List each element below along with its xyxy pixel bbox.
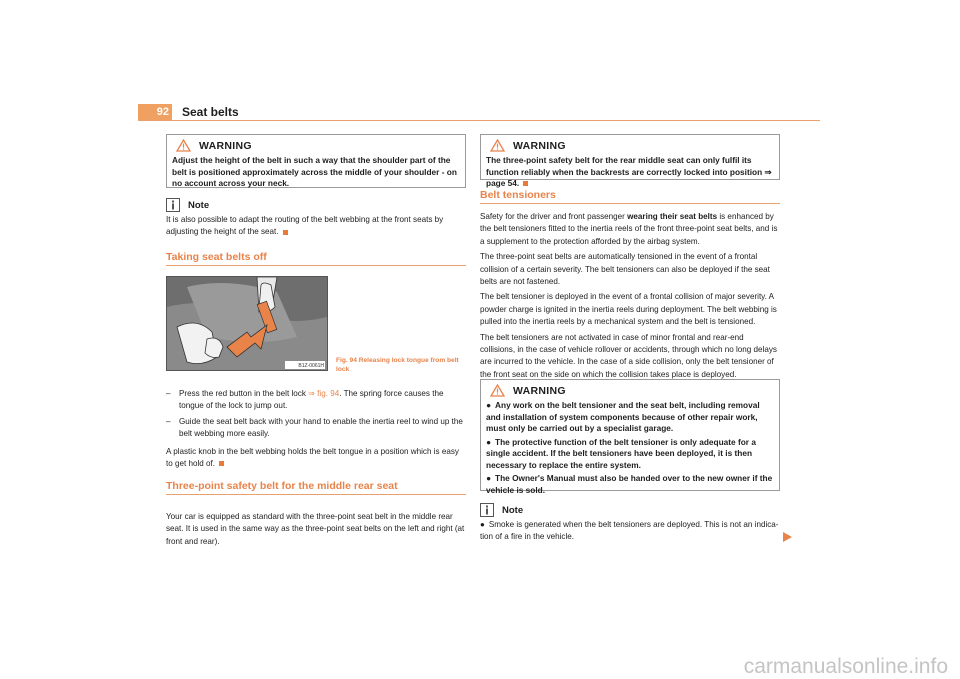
warning-list-item (486, 473, 774, 496)
warning-heading (490, 139, 774, 152)
section-rule (480, 203, 780, 204)
warning-list-item (486, 437, 774, 472)
paragraph-text: A plastic knob in the belt webbing holds the belt tongue in a position which is easy to get hold of. (166, 446, 459, 469)
figure-94-illustration (166, 276, 328, 371)
warning-text: Adjust the height of the belt in such a way that the shoulder part of the belt is positioned approximately across the middle of your shoulder - on no account across your neck. (172, 155, 457, 188)
warning-text (486, 155, 774, 190)
step-text: Guide the seat belt back with your hand to enable the inertia reel to wind up the belt webbing more easily. (179, 416, 463, 439)
bullet-icon: ● (486, 400, 492, 410)
bullet-icon: ● (486, 473, 492, 483)
note-text (480, 519, 780, 544)
note-text-content: Smoke is generated when the belt tensioners are deployed. This is not an indica-tion of a fire in the vehicle. (480, 520, 779, 542)
paragraph (166, 446, 466, 471)
continue-arrow-icon[interactable] (781, 531, 793, 543)
note-title: Note (188, 199, 210, 211)
warning-box (480, 379, 780, 495)
page-number: 92 (138, 104, 172, 121)
note-text (166, 214, 466, 239)
warning-item-text: Any work on the belt tensioner and the seat belt, including removal and installation of system components because of other repair work, must only be carried out by a specialist garage. (486, 400, 760, 433)
warning-box (480, 134, 780, 188)
paragraph-bold-text: wearing their seat belts (627, 212, 718, 221)
paragraph: The belt tensioner is deployed in the event of a frontal collision of major severity. A powder charge is ignited in the inertia reels during deployment. The belt webbing is pulled into the inertia reels by a mechanical system and the belt is tensioned. (480, 292, 777, 327)
note-block (166, 198, 466, 239)
step-text-part: . The spring force causes the tongue of the lock to jump out. (179, 389, 444, 411)
figure-code: B1Z-0061H (298, 363, 324, 369)
bullet-icon: ● (480, 520, 485, 529)
steps-block (166, 388, 466, 470)
watermark: carmanualsonline.info (743, 655, 948, 678)
step-text-part: Press the red button in the belt lock (179, 389, 309, 398)
note-info-icon (166, 198, 180, 212)
note-block (480, 503, 780, 544)
end-of-section-square-icon (283, 230, 288, 235)
belt-tensioners-text (480, 211, 780, 381)
warning-triangle-icon (490, 384, 505, 397)
step-item (166, 416, 466, 441)
warning-list-item (486, 400, 774, 435)
note-info-icon (480, 503, 494, 517)
section-rule (166, 494, 466, 495)
end-of-section-square-icon (523, 181, 528, 186)
note-text-content: It is also possible to adapt the routing of the belt webbing at the front seats by adjusting the height of the seat. (166, 215, 444, 237)
dash-marker: – (166, 416, 171, 426)
bullet-icon: ● (486, 436, 492, 447)
dash-marker: – (166, 389, 171, 398)
warning-box (166, 134, 466, 188)
warning-title: WARNING (513, 384, 566, 397)
paragraph: The three-point seat belts are automatically tensioned in the event of a frontal collision of a certain severity. The belt tensioners can also be deployed if the seat belts are not fastened. (480, 252, 770, 287)
warning-item-text: The Owner's Manual must also be handed over to the new owner if the vehicle is sold. (486, 473, 773, 495)
warning-title: WARNING (513, 139, 566, 152)
belt-lock-drawing (167, 277, 327, 370)
step-text (179, 388, 466, 413)
note-heading (166, 198, 466, 212)
section-heading-belt-tensioners: Belt tensioners (480, 189, 556, 201)
header-rule (138, 120, 820, 121)
warning-text-content: The three-point safety belt for the rear middle seat can only fulfil its function reliably when the backrests are correctly locked into position ⇒ page 54. (486, 155, 772, 188)
section-heading-middle-rear-seat: Three-point safety belt for the middle rear seat (166, 480, 398, 492)
figure-caption: Fig. 94 Releasing lock tongue from belt lock (336, 357, 459, 373)
paragraph (480, 211, 780, 248)
warning-title: WARNING (199, 139, 252, 152)
warning-heading (176, 139, 460, 152)
section-rule (166, 265, 466, 266)
paragraph-text: Safety for the driver and front passenger (480, 212, 628, 221)
warning-triangle-icon (176, 139, 191, 152)
warning-heading (490, 384, 774, 397)
note-heading (480, 503, 780, 517)
paragraph: The belt tensioners are not activated in case of minor frontal and rear-end collisions, in the case of vehicle rollover or accidents, through which no long delays are incurred to the vehicle. In the case of a side collision, only the belt tensioner of the front seat on the side on which the collision takes place is deployed. (480, 332, 777, 379)
running-title: Seat belts (182, 105, 239, 119)
figure-reference-link[interactable]: ⇒ fig. 94 (308, 389, 340, 398)
step-item (166, 388, 466, 413)
paragraph: Your car is equipped as standard with the three-point seat belt in the middle rear seat. It is used in the same way as the three-point seat belts on the left and right (at front and rear). (166, 512, 465, 546)
warning-item-text: The protective function of the belt tensioner is only adequate for a single accident. If the belt tensioners have been deployed, it is then necessary to replace the entire system. (486, 436, 756, 470)
end-of-section-square-icon (219, 461, 224, 466)
note-title: Note (502, 504, 524, 516)
warning-triangle-icon (490, 139, 505, 152)
section-heading-taking-belts-off: Taking seat belts off (166, 251, 267, 263)
paragraph-text: is enhanced by the belt tensioners fitted to the inertia reels of the front three-point seat belts, and is a supplement to the protection afforded by the airbag system. (480, 212, 778, 246)
